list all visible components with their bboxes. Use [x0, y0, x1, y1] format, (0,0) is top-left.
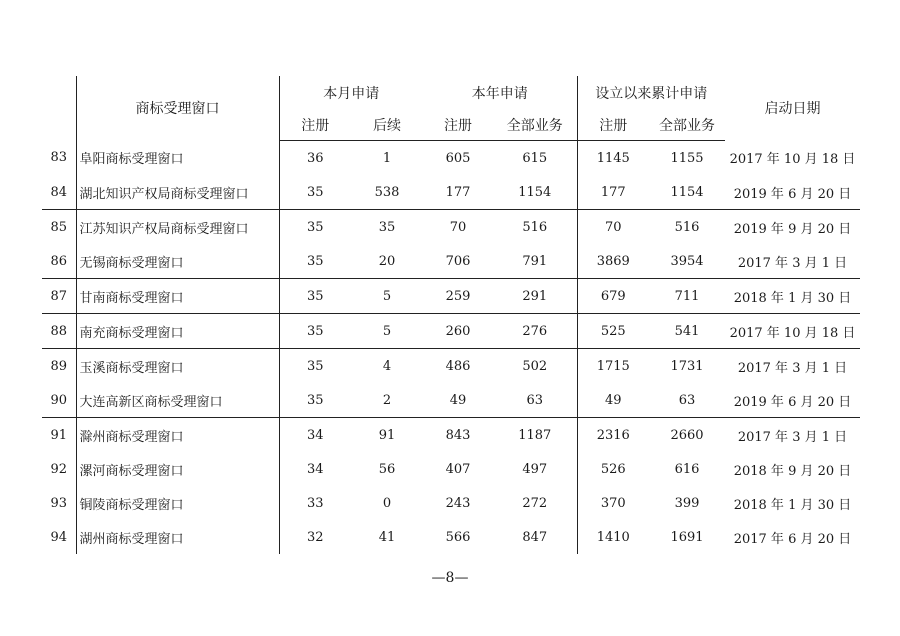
cum-all-header: 全部业务 [649, 110, 725, 141]
cum-all-value: 541 [649, 314, 725, 349]
month-reg-value: 35 [279, 210, 351, 245]
year-reg-value: 843 [423, 418, 493, 453]
month-reg-value: 35 [279, 383, 351, 418]
window-name: 湖北知识产权局商标受理窗口 [76, 175, 279, 210]
year-reg-value: 566 [445, 529, 471, 545]
window-header: 商标受理窗口 [76, 76, 279, 141]
month-post-value: 4 [351, 349, 423, 384]
month-reg-value: 35 [279, 244, 351, 279]
row-index: 84 [50, 184, 68, 200]
table-row [42, 418, 860, 453]
row-index: 87 [42, 279, 76, 314]
cum-all-value: 63 [678, 392, 696, 408]
year-reg-value: 49 [449, 392, 467, 408]
cum-reg-value: 370 [577, 486, 649, 520]
start-date-value: 2017 年 10 月 18 日 [725, 314, 860, 349]
cum-all-value: 2660 [649, 418, 725, 453]
month-reg-value: 34 [279, 418, 351, 453]
table-row [42, 141, 860, 176]
start-date-value: 2019 年 6 月 20 日 [733, 394, 852, 410]
window-name: 南充商标受理窗口 [76, 314, 279, 349]
cum-reg-value: 679 [577, 279, 649, 314]
start-date-header: 启动日期 [764, 101, 821, 118]
page-number: —8— [431, 570, 469, 586]
window-name: 玉溪商标受理窗口 [76, 349, 279, 384]
cum-reg-value: 1410 [577, 520, 649, 554]
month-post-value: 5 [351, 279, 423, 314]
row-index: 83 [50, 150, 68, 166]
index-header [42, 76, 76, 141]
window-name: 铜陵商标受理窗口 [76, 486, 279, 520]
month-reg-header: 注册 [279, 110, 351, 141]
row-index: 88 [42, 314, 76, 349]
year-all-value: 847 [522, 529, 548, 545]
month-reg-value: 33 [279, 486, 351, 520]
cum-reg-header: 注册 [577, 110, 649, 141]
cum-reg-value: 1715 [577, 349, 649, 384]
month-reg-value: 35 [279, 314, 351, 349]
row-index: 86 [50, 253, 68, 269]
start-date-value: 2017 年 6 月 20 日 [733, 531, 852, 547]
cumulative-header: 设立以来累计申请 [577, 76, 725, 110]
row-index: 93 [50, 495, 68, 511]
month-post-value: 20 [378, 253, 396, 269]
table-row [42, 452, 860, 486]
year-all-value: 502 [493, 349, 577, 384]
start-date-value: 2017 年 3 月 1 日 [725, 418, 860, 453]
year-header: 本年申请 [471, 86, 528, 102]
table-row [42, 383, 860, 418]
year-all-value: 1187 [493, 418, 577, 453]
month-post-value: 0 [382, 495, 392, 511]
year-reg-value: 243 [445, 495, 471, 511]
window-name: 大连高新区商标受理窗口 [76, 383, 279, 418]
month-post-value: 538 [374, 184, 400, 200]
year-all-value: 497 [522, 461, 548, 477]
cum-all-value: 1154 [670, 184, 704, 200]
row-index: 85 [42, 210, 76, 245]
start-date-value: 2018 年 9 月 20 日 [733, 463, 852, 479]
year-all-value: 615 [522, 150, 548, 166]
year-all-value: 272 [522, 495, 548, 511]
cum-all-value: 399 [674, 495, 700, 511]
year-all-value: 276 [493, 314, 577, 349]
month-reg-value: 34 [279, 452, 351, 486]
year-reg-value: 486 [423, 349, 493, 384]
year-reg-value: 605 [445, 150, 471, 166]
month-post-value: 5 [351, 314, 423, 349]
start-date-value: 2017 年 3 月 1 日 [737, 255, 848, 271]
year-reg-value: 260 [423, 314, 493, 349]
year-reg-value: 70 [423, 210, 493, 245]
window-name: 江苏知识产权局商标受理窗口 [76, 210, 279, 245]
cum-reg-value: 49 [577, 383, 649, 418]
cum-all-value: 3954 [670, 253, 704, 269]
year-all-value: 291 [493, 279, 577, 314]
month-header: 本月申请 [279, 76, 423, 110]
table-row [42, 244, 860, 279]
table-row [42, 314, 860, 349]
table-row [42, 175, 860, 210]
cum-all-value: 1731 [649, 349, 725, 384]
window-name: 阜阳商标受理窗口 [76, 141, 279, 176]
month-reg-value: 35 [279, 279, 351, 314]
trademark-window-table [42, 76, 860, 554]
row-index: 89 [42, 349, 76, 384]
cum-reg-value: 177 [577, 175, 649, 210]
start-date-value: 2019 年 6 月 20 日 [733, 186, 852, 202]
cum-reg-value: 2316 [577, 418, 649, 453]
year-reg-value: 706 [445, 253, 471, 269]
month-reg-value: 35 [279, 175, 351, 210]
month-reg-value: 32 [279, 520, 351, 554]
start-date-value: 2017 年 10 月 18 日 [729, 152, 856, 168]
month-post-value: 41 [378, 529, 396, 545]
year-all-value: 791 [522, 253, 548, 269]
table-row [42, 349, 860, 384]
month-post-value: 56 [378, 461, 396, 477]
cum-reg-value: 526 [577, 452, 649, 486]
month-post-value: 35 [351, 210, 423, 245]
month-post-header: 后续 [351, 110, 423, 141]
year-all-value: 516 [493, 210, 577, 245]
year-all-value: 1154 [518, 184, 552, 200]
cum-reg-value: 70 [577, 210, 649, 245]
table-row [42, 520, 860, 554]
start-date-value: 2019 年 9 月 20 日 [725, 210, 860, 245]
row-index: 91 [42, 418, 76, 453]
year-all-value: 63 [526, 392, 544, 408]
cum-all-value: 616 [674, 461, 700, 477]
row-index: 92 [50, 461, 68, 477]
start-date-value: 2018 年 1 月 30 日 [733, 497, 852, 513]
year-reg-value: 407 [445, 461, 471, 477]
cum-reg-value: 3869 [577, 244, 649, 279]
month-reg-value: 35 [279, 349, 351, 384]
cum-all-value: 516 [649, 210, 725, 245]
start-date-value: 2018 年 1 月 30 日 [725, 279, 860, 314]
year-all-header: 全部业务 [493, 110, 577, 141]
cum-reg-value: 1145 [577, 141, 649, 176]
row-index: 94 [50, 529, 68, 545]
table-row [42, 279, 860, 314]
month-post-value: 1 [382, 150, 392, 166]
window-name: 漯河商标受理窗口 [76, 452, 279, 486]
start-date-value: 2017 年 3 月 1 日 [725, 349, 860, 384]
month-post-value: 2 [382, 392, 392, 408]
table-row [42, 486, 860, 520]
table-row [42, 210, 860, 245]
window-name: 甘南商标受理窗口 [76, 279, 279, 314]
window-name: 无锡商标受理窗口 [76, 244, 279, 279]
year-reg-header: 注册 [423, 110, 493, 141]
row-index: 90 [50, 392, 68, 408]
year-reg-value: 259 [423, 279, 493, 314]
month-post-value: 91 [351, 418, 423, 453]
cum-reg-value: 525 [577, 314, 649, 349]
year-reg-value: 177 [445, 184, 471, 200]
cum-all-value: 1691 [670, 529, 704, 545]
cum-all-value: 711 [649, 279, 725, 314]
window-name: 滁州商标受理窗口 [76, 418, 279, 453]
cum-all-value: 1155 [670, 150, 704, 166]
window-name: 湖州商标受理窗口 [76, 520, 279, 554]
month-reg-value: 36 [279, 141, 351, 176]
